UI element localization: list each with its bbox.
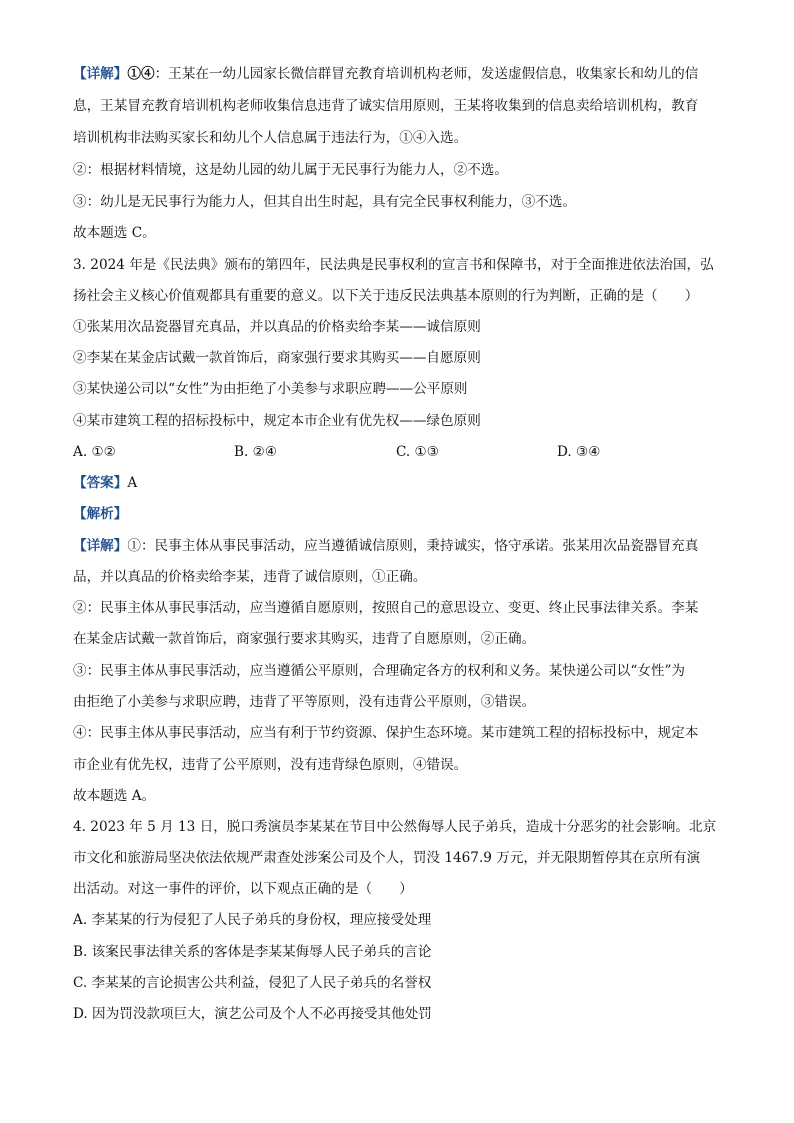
detail-line-3: 培训机构非法购买家长和幼儿个人信息属于违法行为，①④入选。 [73,130,468,146]
q3-detail-line-3: ②：民事主体从事民事活动，应当遵循自愿原则，按照自己的意思设立、变更、终止民事法律关系。李某 [73,600,699,616]
conclusion-line: 故本题选 C。 [73,225,156,241]
question-3-item-3: ③某快递公司以“女性”为由拒绝了小美参与求职应聘——公平原则 [73,381,468,397]
question-3-stem-1: 3. 2024 年是《民法典》颁布的第四年，民法典是民事权利的宣言书和保障书，对于全面推进依法治国，弘 [73,257,714,273]
answer-value: A [127,475,138,491]
answer-line [73,473,723,493]
q3-detail-text: ①：民事主体从事民事活动，应当遵循诚信原则，秉持诚实，恪守承诺。张某用次品瓷器冒充真 [127,538,699,554]
detail-marks: ①④ [127,66,155,82]
detail-line-2: 息，王某冒充教育培训机构老师收集信息违背了诚实信用原则，王某将收集到的信息卖给培训机构，教育 [73,98,699,114]
question-3-option-b: B. ②④ [234,444,278,460]
question-3-item-2: ②李某在某金店试戴一款首饰后，商家强行要求其购买——自愿原则 [73,350,481,366]
question-4-option-a: A. 李某某的行为侵犯了人民子弟兵的身份权，理应接受处理 [73,912,432,928]
question-4-stem-2: 市文化和旅游局坚决依法依规严肃查处涉案公司及个人，罚没 1467.9 万元，并无限期暂停其在京所有演 [73,850,701,866]
q3-detail-line-4: 在某金店试戴一款首饰后，商家强行要求其购买，违背了自愿原则，②正确。 [73,631,536,647]
q3-detail-line-2: 品，并以真品的价格卖给李某，违背了诚信原则，①正确。 [73,569,427,585]
question-3-option-d: D. ③④ [557,444,601,460]
question-4-stem-3: 出活动。对这一事件的评价，以下观点正确的是（ ） [73,881,413,897]
question-3-option-a: A. ①② [73,444,116,460]
answer-tag: 【答案】 [73,475,128,491]
question-3-stem-2: 扬社会主义核心价值观都具有重要的意义。以下关于违反民法典基本原则的行为判断，正确的是（ ） [73,288,699,304]
q3-detail-line-7: ④：民事主体从事民事活动，应当有利于节约资源、保护生态环境。某市建筑工程的招标投标中，规定本 [73,725,699,741]
q3-detail-line-1 [73,536,723,556]
analysis-tag: 【解析】 [73,506,128,522]
detail-tag: 【详解】 [73,66,128,82]
question-4-stem-1: 4. 2023 年 5 月 13 日，脱口秀演员李某某在节目中公然侮辱人民子弟兵，造成十分恶劣的社会影响。北京 [73,819,717,835]
question-4-option-d: D. 因为罚没款项巨大，演艺公司及个人不必再接受其他处罚 [73,1006,432,1022]
detail-line-5: ③：幼儿是无民事行为能力人，但其自出生时起，具有完全民事权利能力，③不选。 [73,194,576,210]
detail-text: ：王某在一幼儿园家长微信群冒充教育培训机构老师，发送虚假信息，收集家长和幼儿的信 [154,66,699,82]
q3-detail-tag: 【详解】 [73,538,128,554]
question-3-option-c: C. ①③ [396,444,439,460]
q3-detail-line-5: ③：民事主体从事民事活动，应当遵循公平原则，合理确定各方的权利和义务。某快递公司以“女性”为 [73,663,686,679]
detail-line-4: ②：根据材料情境，这是幼儿园的幼儿属于无民事行为能力人，②不选。 [73,162,508,178]
question-3-item-1: ①张某用次品瓷器冒充真品，并以真品的价格卖给李某——诚信原则 [73,319,481,335]
question-3-item-4: ④某市建筑工程的招标投标中，规定本市企业有优先权——绿色原则 [73,413,481,429]
analysis-line [73,504,723,524]
question-4-option-b: B. 该案民事法律关系的客体是李某某侮辱人民子弟兵的言论 [73,944,432,960]
q3-detail-line-6: 由拒绝了小美参与求职应聘，违背了平等原则，没有违背公平原则，③错误。 [73,694,536,710]
q3-conclusion-line: 故本题选 A。 [73,788,156,804]
question-4-option-c: C. 李某某的言论损害公共利益，侵犯了人民子弟兵的名誉权 [73,975,432,991]
detail-line-1 [73,64,723,84]
q3-detail-line-8: 市企业有优先权，违背了公平原则，没有违背绿色原则，④错误。 [73,757,468,773]
